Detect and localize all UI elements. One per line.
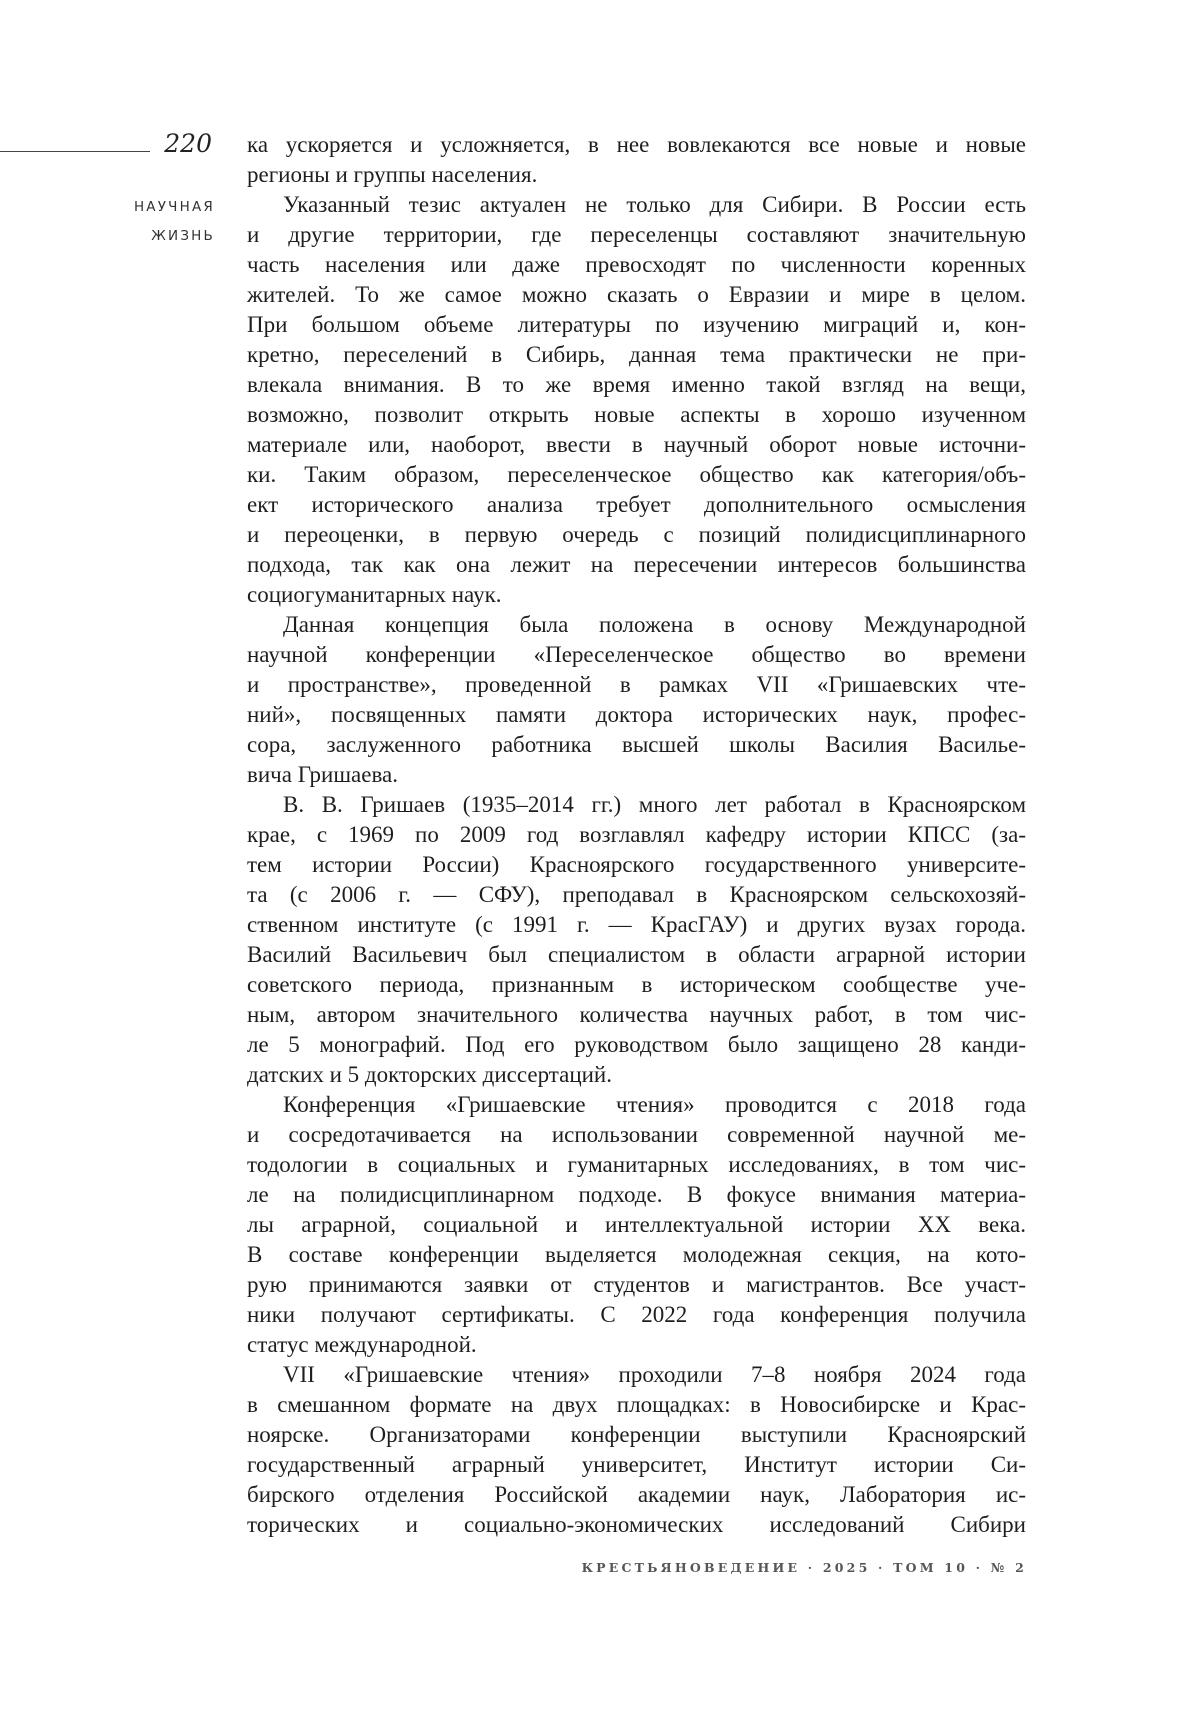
text-line: научной конференции «Переселенческое общество во времени — [247, 642, 1026, 667]
text-line: сора, заслуженного работника высшей школы Василия Василье- — [247, 732, 1026, 757]
text-line: При большом объеме литературы по изучению миграций и, кон- — [247, 312, 1026, 337]
paragraph — [247, 610, 1026, 790]
text-line: и сосредотачивается на использовании современной научной ме- — [247, 1122, 1026, 1147]
text-line: рую принимаются заявки от студентов и магистрантов. Все участ- — [247, 1272, 1026, 1297]
text-line: жителей. То же самое можно сказать о Евразии и мире в целом. — [247, 282, 1026, 307]
paragraph — [247, 190, 1026, 610]
text-line: ле на полидисциплинарном подходе. В фокусе внимания материа- — [247, 1182, 1026, 1207]
text-line: бирского отделения Российской академии наук, Лаборатория ис- — [247, 1482, 1026, 1507]
text-line: тодологии в социальных и гуманитарных исследованиях, в том чис- — [247, 1152, 1026, 1177]
paragraph — [247, 130, 1026, 190]
text-line: возможно, позволит открыть новые аспекты в хорошо изученном — [247, 402, 1026, 427]
text-line: подхода, так как она лежит на пересечении интересов большинства — [247, 552, 1026, 577]
text-line: В. В. Гришаев (1935–2014 гг.) много лет работал в Красноярском — [283, 792, 1026, 817]
text-line: та (с 2006 г. — СФУ), преподавал в Красноярском сельскохозяй- — [247, 882, 1026, 907]
section-label-line: НАУЧНАЯ — [133, 199, 215, 215]
text-line: кретно, переселений в Сибирь, данная тема практически не при- — [247, 342, 1026, 367]
text-line: тем истории России) Красноярского государственного университе- — [247, 852, 1026, 877]
text-line: Василий Васильевич был специалистом в области аграрной истории — [247, 942, 1026, 967]
text-line: социогуманитарных наук. — [247, 582, 502, 607]
paragraph — [247, 1090, 1026, 1360]
article-body — [247, 130, 1026, 1540]
text-line: Конференция «Гришаевские чтения» проводится с 2018 года — [283, 1092, 1026, 1117]
text-line: в смешанном формате на двух площадках: в Новосибирске и Крас- — [247, 1392, 1026, 1417]
text-line: Данная концепция была положена в основу Международной — [283, 612, 1026, 637]
text-line: крае, с 1969 по 2009 год возглавлял кафедру истории КПСС (за- — [247, 822, 1026, 847]
section-label — [100, 193, 213, 251]
paragraph — [247, 790, 1026, 1090]
page-number: 220 — [164, 129, 212, 158]
text-line: ственном институте (с 1991 г. — КрасГАУ) и других вузах города. — [247, 912, 1026, 937]
text-line: VII «Гришаевские чтения» проходили 7–8 ноября 2024 года — [283, 1362, 1026, 1387]
text-line: влекала внимания. В то же время именно такой взгляд на вещи, — [247, 372, 1026, 397]
text-line: и переоценки, в первую очередь с позиций полидисциплинарного — [247, 522, 1026, 547]
running-footer: КРЕСТЬЯНОВЕДЕНИЕ · 2025 · ТОМ 10 · № 2 — [581, 1560, 1027, 1575]
text-line: и пространстве», проведенной в рамках VII «Гришаевских чте- — [247, 672, 1026, 697]
text-line: регионы и группы населения. — [247, 162, 538, 187]
text-line: ки. Таким образом, переселенческое общество как категория/объ- — [247, 462, 1026, 487]
section-label-line: ЖИЗНЬ — [151, 228, 215, 244]
text-line: часть населения или даже превосходят по численности коренных — [247, 252, 1026, 277]
text-line: ноярске. Организаторами конференции выступили Красноярский — [247, 1422, 1026, 1447]
text-line: ка ускоряется и усложняется, в нее вовлекаются все новые и новые — [247, 132, 1026, 157]
text-line: торических и социально-экономических исследований Сибири — [247, 1512, 1026, 1537]
text-line: и другие территории, где переселенцы составляют значительную — [247, 222, 1026, 247]
text-line: вича Гришаева. — [247, 762, 398, 787]
text-line: лы аграрной, социальной и интеллектуальной истории XX века. — [247, 1212, 1026, 1237]
text-line: статус международной. — [247, 1332, 477, 1357]
text-line: ле 5 монографий. Под его руководством было защищено 28 канди- — [247, 1032, 1026, 1057]
text-line: советского периода, признанным в историческом сообществе уче- — [247, 972, 1026, 997]
text-line: ний», посвященных памяти доктора исторических наук, профес- — [247, 702, 1026, 727]
header-rule — [0, 151, 150, 152]
paragraph — [247, 1360, 1026, 1540]
text-line: ным, автором значительного количества научных работ, в том чис- — [247, 1002, 1026, 1027]
text-line: датских и 5 докторских диссертаций. — [247, 1062, 612, 1087]
text-line: материале или, наоборот, ввести в научный оборот новые источни- — [247, 432, 1026, 457]
text-line: В составе конференции выделяется молодежная секция, на кото- — [247, 1242, 1026, 1267]
text-line: государственный аграрный университет, Институт истории Си- — [247, 1452, 1026, 1477]
text-line: ники получают сертификаты. С 2022 года конференция получила — [247, 1302, 1026, 1327]
text-line: Указанный тезис актуален не только для Сибири. В России есть — [283, 192, 1026, 217]
text-line: ект исторического анализа требует дополнительного осмысления — [247, 492, 1026, 517]
